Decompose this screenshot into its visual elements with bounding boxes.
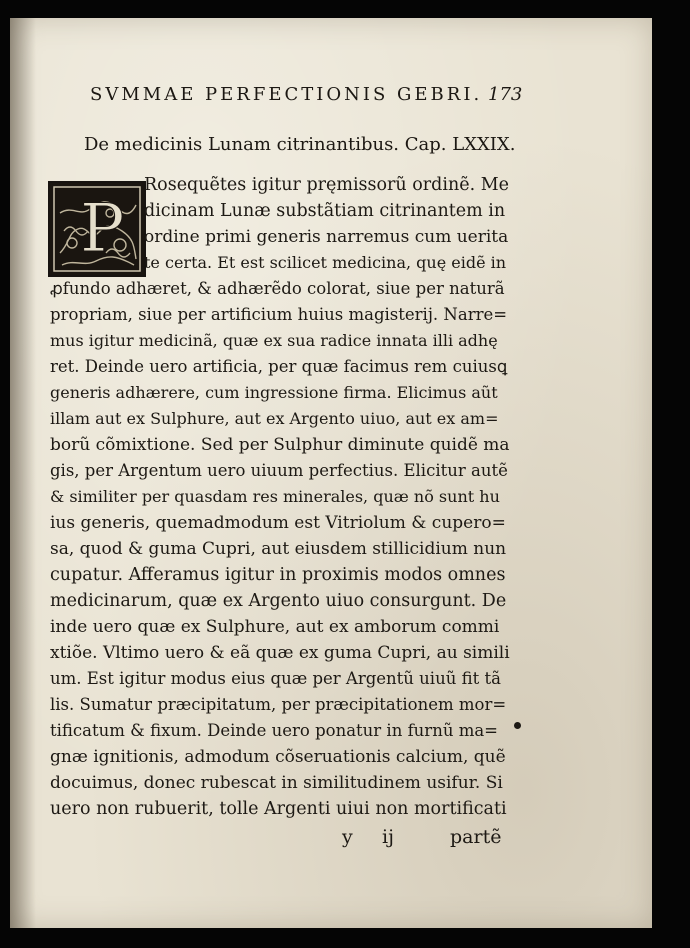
text-line: mus igitur medicinã, quæ ex sua radice innata illi adhę <box>50 331 498 350</box>
text-line: lis. Sumatur præcipitatum, per præcipitationem mor= <box>50 695 507 714</box>
text-line: um. Est igitur modus eius quæ per Argentũ uiuũ fit tã <box>50 669 501 688</box>
text-line: medicinarum, quæ ex Argento uiuo consurgunt. De <box>50 591 507 611</box>
text-line: propriam, siue per artificium huius magisterij. Narre= <box>50 305 508 324</box>
text-line: gis, per Argentum uero uiuum perfectius. Elicitur autẽ <box>50 461 508 480</box>
text-line: docuimus, donec rubescat in similitudinem usifur. Si <box>50 773 503 793</box>
text-line: & similiter per quasdam res minerales, quæ nõ sunt hu <box>50 487 500 506</box>
catchword: partẽ <box>450 826 502 848</box>
margin-mark-icon <box>514 722 521 729</box>
book-page <box>10 18 652 928</box>
signature-number: ij <box>382 826 394 848</box>
page-gutter-shadow <box>10 18 36 928</box>
text-line: uero non rubuerit, tolle Argenti uiui non mortificati <box>50 799 507 819</box>
text-line: tificatum & fixum. Deinde uero ponatur in furnũ ma= <box>50 721 498 740</box>
text-line: borũ cõmixtione. Sed per Sulphur diminute quidẽ ma <box>50 435 510 455</box>
text-line: cupatur. Afferamus igitur in proximis modos omnes <box>50 565 506 585</box>
text-line: inde uero quæ ex Sulphure, aut ex amborum commi <box>50 617 500 637</box>
text-line: ius generis, quemadmodum est Vitriolum & cupero= <box>50 513 506 533</box>
text-line: xtiõe. Vltimo uero & eã quæ ex guma Cupri, au simili <box>50 643 510 663</box>
text-line: Rosequẽtes igitur pręmissorũ ordinẽ. Me <box>144 175 509 195</box>
text-line: dicinam Lunæ substãtiam citrinantem in <box>144 201 506 221</box>
text-line: ret. Deinde uero artificia, per quæ facimus rem cuiusꝗ <box>50 357 508 376</box>
dropcap-letter: P <box>80 190 125 267</box>
signature-letter: y <box>342 826 353 848</box>
ornamental-dropcap <box>48 181 146 277</box>
page-number: 173 <box>488 84 523 105</box>
running-head: SVMMAE PERFECTIONIS GEBRI. <box>90 84 483 105</box>
text-line: gnæ ignitionis, admodum cõseruationis calcium, quẽ <box>50 747 506 767</box>
text-line: illam aut ex Sulphure, aut ex Argento uiuo, aut ex am= <box>50 409 499 428</box>
text-line: generis adhærere, cum ingressione firma. Elicimus aũt <box>50 383 498 402</box>
text-line: te certa. Et est scilicet medicina, quę eidẽ in <box>144 253 507 272</box>
chapter-heading: De medicinis Lunam citrinantibus. Cap. LXXIX. <box>84 134 516 155</box>
text-line: sa, quod & guma Cupri, aut eiusdem stillicidium nun <box>50 539 507 559</box>
text-line: ꝓfundo adhæret, & adhærẽdo colorat, siue per naturã <box>50 279 505 298</box>
text-line: ordine primi generis narremus cum uerita <box>144 227 509 247</box>
